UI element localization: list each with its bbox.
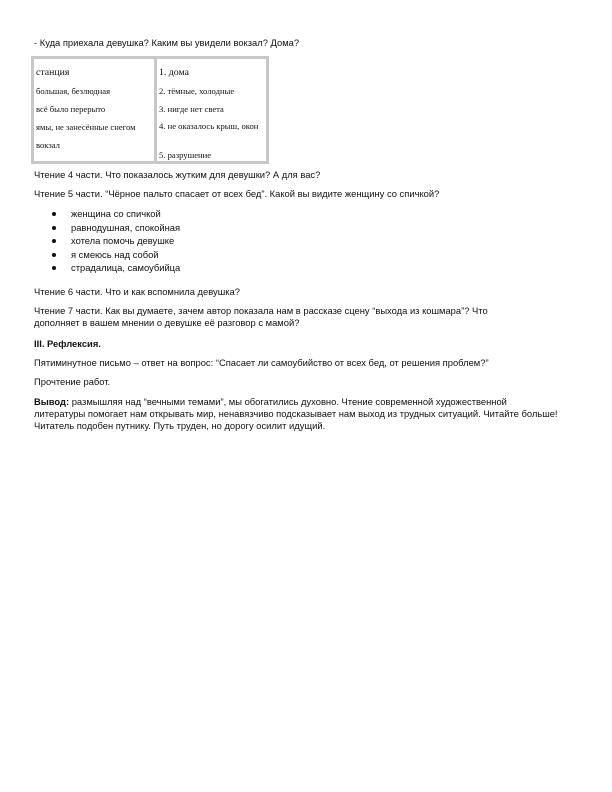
bullet-list: [52, 208, 180, 276]
table-cell: большая, безлюдная: [36, 86, 111, 96]
five-minute-letter: Пятиминутное письмо – ответ на вопрос: “Спасает ли самоубийство от всех бед, от решения проблем?”: [34, 357, 489, 368]
reading-works: Прочтение работ.: [34, 376, 111, 387]
list-item: я смеюсь над собой: [52, 249, 180, 263]
table-cell: 4. не оказалось крыш, окон: [159, 121, 259, 131]
reading-6: Чтение 6 части. Что и как вспомнила девушка?: [34, 286, 240, 297]
list-item: страдалица, самоубийца: [52, 262, 180, 276]
reading-5: Чтение 5 части. “Чёрное пальто спасает от всех бед”. Какой вы видите женщину со спичкой?: [34, 188, 440, 199]
bullet-dot-icon: [52, 266, 56, 270]
table-cell: вокзал: [36, 140, 60, 150]
bullet-dot-icon: [52, 212, 56, 216]
table-cell: ямы, не занесённые снегом: [36, 122, 136, 132]
comparison-table: [31, 56, 269, 164]
bullet-dot-icon: [52, 253, 56, 257]
table-column-houses: [157, 59, 266, 161]
table-cell: 3. нигде нет света: [159, 104, 224, 114]
intro-question: - Куда приехала девушка? Каким вы увидели вокзал? Дома?: [34, 37, 300, 48]
table-cell: 2. тёмные, холодные: [159, 86, 235, 96]
table-cell: 1. дома: [159, 67, 189, 78]
reading-4: Чтение 4 части. Что показалось жутким для девушки? А для вас?: [34, 169, 321, 180]
table-column-station: [34, 59, 154, 161]
list-item: равнодушная, спокойная: [52, 222, 180, 236]
conclusion-text: размышляя над “вечными темами”, мы обогатились духовно. Чтение современной художественной литературы помогает нам открывать мир, ненавязчиво подсказывает нам выход из трудных ситуаций. Читайте больше! Читатель подобен путнику. Путь труден, но дорогу осилит идущий.: [34, 396, 558, 432]
section-heading-reflection: III. Рефлексия.: [34, 338, 101, 349]
bullet-dot-icon: [52, 226, 56, 230]
list-item: женщина со спичкой: [52, 208, 180, 222]
table-cell: всё было перерыто: [36, 104, 106, 114]
conclusion-paragraph: [34, 396, 559, 433]
conclusion-label: Вывод:: [34, 396, 70, 407]
table-cell: станция: [36, 67, 70, 78]
table-cell: 5. разрушение: [159, 150, 212, 160]
list-item: хотела помочь девушке: [52, 235, 180, 249]
reading-7: Чтение 7 части. Как вы думаете, зачем автор показала нам в рассказе сцену “выхода из кошмара”? Что дополняет в вашем мнении о девушке её разговор с мамой?: [34, 305, 488, 329]
bullet-dot-icon: [52, 239, 56, 243]
